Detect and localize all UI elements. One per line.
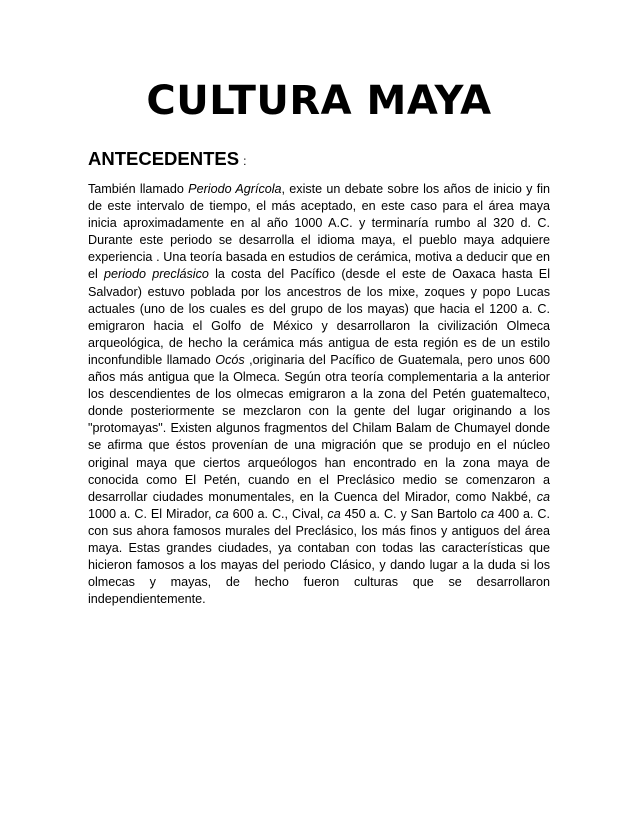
italic-text-run: ca	[480, 506, 495, 521]
text-run: , existe un debate sobre los años de inicio y fin de este intervalo de tiempo, el más aceptado, en este caso para el área maya inicia aproximadamente en al año 1000 A.C. y terminaría rumbo al 320 d. C. Durante este periodo se desarrolla el idioma maya, el pueblo maya adquiere experiencia . Una teoría basada en estudios de cerámica, motiva a deducir que en el	[88, 182, 550, 282]
document-title: CULTURA MAYA	[146, 78, 492, 124]
italic-text-run: Ocós	[215, 352, 245, 367]
italic-text-run: ca	[215, 506, 229, 521]
italic-text-run: Periodo Agrícola	[188, 182, 282, 196]
body-paragraph	[88, 181, 550, 608]
italic-text-run: ca	[536, 489, 550, 504]
section-heading-text: ANTECEDENTES	[88, 148, 240, 169]
text-run: 450 a. C. y San Bartolo	[340, 506, 481, 521]
italic-text-run: ca	[327, 506, 341, 521]
text-run: la costa del Pacífico (desde el este de Oaxaca hasta El Salvador) estuvo poblada por los ancestros de los mixe, zoques y popo Lucas actuales (uno de los cuales es del grupo de los mayas) que hacia el 1200 a. C. emigraron hacia el Golfo de México y desarrollaron la civilización Olmeca arqueológica, de hecho la cerámica más antigua de esta región es de un estilo inconfundible llamado	[88, 267, 550, 367]
text-run: 1000 a. C. El Mirador,	[88, 506, 216, 521]
text-run: También llamado	[88, 182, 189, 196]
text-run: 600 a. C., Cival,	[228, 506, 328, 521]
section-heading-colon: :	[243, 154, 247, 168]
text-run: 400 a. C. con sus ahora famosos murales del Preclásico, los más finos y antiguos del área maya. Estas grandes ciudades, ya contaban con todas las características que hicieron famosos a los mayas del periodo Clásico, y dando lugar a la duda si los olmecas y mayas, de hecho fueron culturas que se desarrollaron independientemente.	[88, 506, 550, 607]
section-heading	[88, 148, 246, 170]
text-run: ,originaria del Pacífico de Guatemala, pero unos 600 años más antigua que la Olmeca. Según otra teoría complementaria a la anterior los descendientes de los olmecas emigraron a la zona del Petén guatemalteco, donde posteriormente se mezclaron con la gente del lugar originando a los "protomayas". Existen algunos fragmentos del Chilam Balam de Chumayel donde se afirma que éstos provenían de una migración que se produjo en el núcleo original maya que ciertos arqueólogos han encontrado en la zona maya de conocida como El Petén, cuando en el Preclásico medio se comenzaron a desarrollar ciudades monumentales, en la Cuenca del Mirador, como Nakbé,	[88, 352, 550, 504]
italic-text-run: periodo preclásico	[104, 267, 209, 282]
